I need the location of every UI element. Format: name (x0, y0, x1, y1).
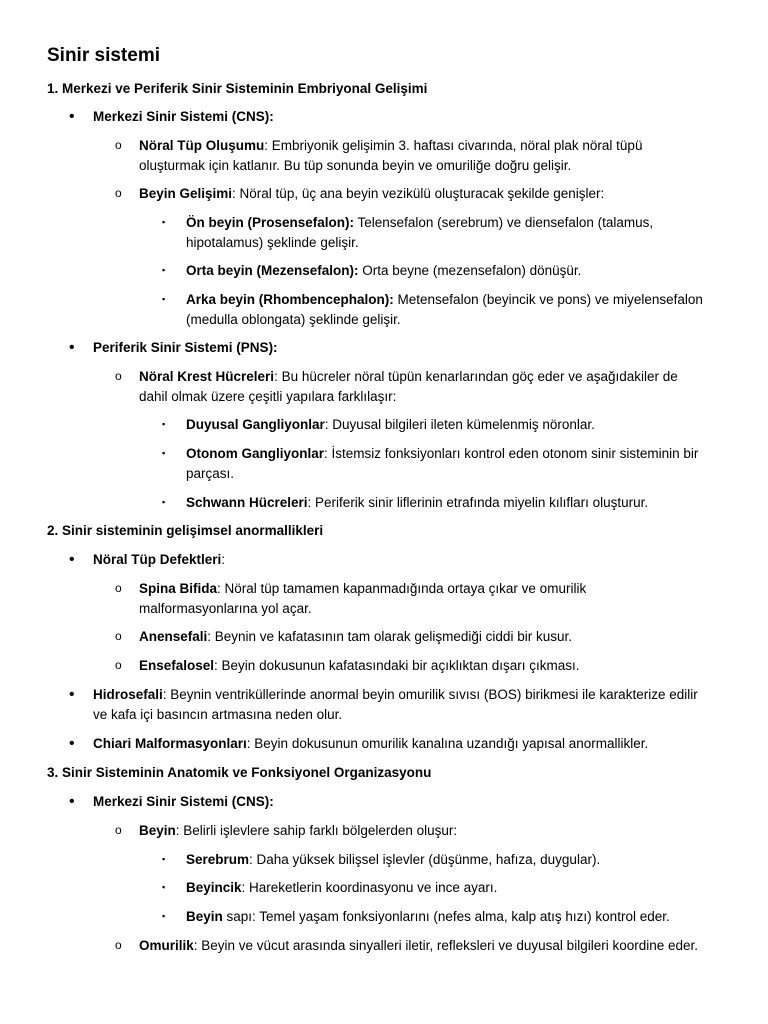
bullet-marker: • (69, 339, 75, 356)
list-item-noral-krest (115, 367, 679, 406)
square-marker: ▪ (162, 294, 166, 304)
section-3-heading: 3. Sinir Sisteminin Anatomik ve Fonksiyonel Organizasyonu (47, 765, 432, 780)
item-text: : İstemsiz fonksiyonları kontrol eden otonom sinir sisteminin bir parçası. (186, 446, 699, 481)
item-text: : Belirli işlevlere sahip farklı bölgelerden oluşur: (175, 823, 458, 838)
circle-marker: o (115, 581, 122, 595)
bullet-marker: • (69, 551, 75, 568)
item-term: Otonom Gangliyonlar (186, 446, 325, 461)
list-item-pns (69, 338, 733, 358)
list-item-schwann (162, 493, 734, 513)
square-marker: ▪ (162, 911, 166, 921)
item-text: : Beyin dokusunun kafatasındaki bir açıklıktan dışarı çıkması. (214, 658, 580, 673)
item-term: Beyin (186, 909, 223, 924)
item-text: Metensefalon (beyincik ve pons) ve miyelensefalon (medulla oblongata) şeklinde gelişir. (186, 292, 703, 327)
item-label: Periferik Sinir Sistemi (PNS): (93, 340, 278, 355)
item-text: : Periferik sinir liflerinin etrafında miyelin kılıfları oluşturur. (307, 495, 649, 510)
list-item-orta-beyin (162, 261, 734, 281)
item-term: Beyin Gelişimi (139, 186, 233, 201)
item-text: : (221, 552, 226, 567)
circle-marker: o (115, 369, 122, 383)
list-item-serebrum (162, 850, 734, 870)
item-text: : Beynin ventriküllerinde anormal beyin omurilik sıvısı (BOS) birikmesi ile karakterize edilir ve kafa içi basıncın artmasına neden olur. (93, 687, 698, 722)
item-label: Merkezi Sinir Sistemi (CNS): (93, 794, 274, 809)
item-term: Chiari Malformasyonları (93, 736, 247, 751)
item-term: Ensefalosel (139, 658, 215, 673)
item-term: Beyincik (186, 880, 242, 895)
list-item-chiari (69, 734, 733, 754)
list-item-otonom (162, 444, 734, 483)
item-text: : Beyin dokusunun omurilik kanalına uzandığı yapısal anormallikler. (246, 736, 649, 751)
list-item-anensefali (115, 627, 679, 647)
list-item-spina-bifida (115, 579, 679, 618)
bullet-marker: • (69, 735, 75, 752)
list-item-ensefalosel (115, 656, 679, 676)
item-text: : Hareketlerin koordinasyonu ve ince ayarı. (241, 880, 498, 895)
square-marker: ▪ (162, 854, 166, 864)
list-item-noral-tup (115, 136, 679, 175)
circle-marker: o (115, 186, 122, 200)
list-item-beyincik (162, 878, 734, 898)
list-item-beyin-sapi (162, 907, 734, 927)
item-term: Omurilik (139, 938, 194, 953)
list-item-beyin (115, 821, 679, 841)
circle-marker: o (115, 138, 122, 152)
square-marker: ▪ (162, 419, 166, 429)
item-text: : Embriyonik gelişimin 3. haftası civarında, nöral plak nöral tüpü oluşturmak için katlanır. Bu tüp sonunda beyin ve omuriliğe doğru gelişir. (139, 138, 643, 173)
item-term: Duyusal Gangliyonlar (186, 417, 325, 432)
document-title: Sinir sistemi (47, 45, 160, 66)
list-item-hidrosefali (69, 685, 703, 724)
item-term: Orta beyin (Mezensefalon): (186, 263, 359, 278)
item-term: Nöral Tüp Defektleri (93, 552, 222, 567)
item-text: : Duyusal bilgileri ileten kümelenmiş nöronlar. (324, 417, 595, 432)
item-text: : Daha yüksek bilişsel işlevler (düşünme, hafıza, duygular). (249, 852, 601, 867)
list-item-omurilik (115, 936, 719, 956)
item-text: sapı: Temel yaşam fonksiyonlarını (nefes alma, kalp atış hızı) kontrol eder. (222, 909, 670, 924)
list-item-beyin-gelisimi (115, 184, 679, 204)
square-marker: ▪ (162, 448, 166, 458)
square-marker: ▪ (162, 217, 166, 227)
square-marker: ▪ (162, 265, 166, 275)
bullet-marker: • (69, 108, 75, 125)
item-text: Orta beyne (mezensefalon) dönüşür. (358, 263, 582, 278)
bullet-marker: • (69, 686, 75, 703)
item-term: Beyin (139, 823, 176, 838)
item-term: Schwann Hücreleri (186, 495, 308, 510)
square-marker: ▪ (162, 882, 166, 892)
list-item-on-beyin (162, 213, 734, 252)
circle-marker: o (115, 938, 122, 952)
item-label: Merkezi Sinir Sistemi (CNS): (93, 109, 274, 124)
item-term: Nöral Tüp Oluşumu (139, 138, 265, 153)
list-item-arka-beyin (162, 290, 734, 329)
list-item-cns-2 (69, 792, 733, 812)
item-term: Anensefali (139, 629, 208, 644)
item-text: : Beyin ve vücut arasında sinyalleri iletir, refleksleri ve duyusal bilgileri koordine eder. (193, 938, 699, 953)
item-text: Telensefalon (serebrum) ve diensefalon (talamus, hipotalamus) şeklinde gelişir. (186, 215, 654, 250)
item-term: Hidrosefali (93, 687, 163, 702)
bullet-marker: • (69, 793, 75, 810)
circle-marker: o (115, 823, 122, 837)
square-marker: ▪ (162, 497, 166, 507)
item-term: Ön beyin (Prosensefalon): (186, 215, 355, 230)
item-text: : Bu hücreler nöral tüpün kenarlarından göç eder ve aşağıdakiler de dahil olmak üzere çeşitli yapılara farklılaşır: (139, 369, 678, 404)
item-text: : Beynin ve kafatasının tam olarak gelişmediği ciddi bir kusur. (207, 629, 572, 644)
circle-marker: o (115, 658, 122, 672)
item-term: Spina Bifida (139, 581, 218, 596)
circle-marker: o (115, 629, 122, 643)
section-1-heading: 1. Merkezi ve Periferik Sinir Sisteminin Embriyonal Gelişimi (47, 81, 428, 96)
section-2-heading: 2. Sinir sisteminin gelişimsel anormallikleri (47, 523, 324, 538)
item-text: : Nöral tüp, üç ana beyin vezikülü oluşturacak şekilde genişler: (232, 186, 605, 201)
list-item-duyusal (162, 415, 734, 435)
list-item-cns (69, 107, 733, 127)
item-term: Nöral Krest Hücreleri (139, 369, 275, 384)
item-text: : Nöral tüp tamamen kapanmadığında ortaya çıkar ve omurilik malformasyonlarına yol açar. (139, 581, 587, 616)
item-term: Serebrum (186, 852, 250, 867)
item-term: Arka beyin (Rhombencephalon): (186, 292, 394, 307)
list-item-ntd (69, 550, 733, 570)
